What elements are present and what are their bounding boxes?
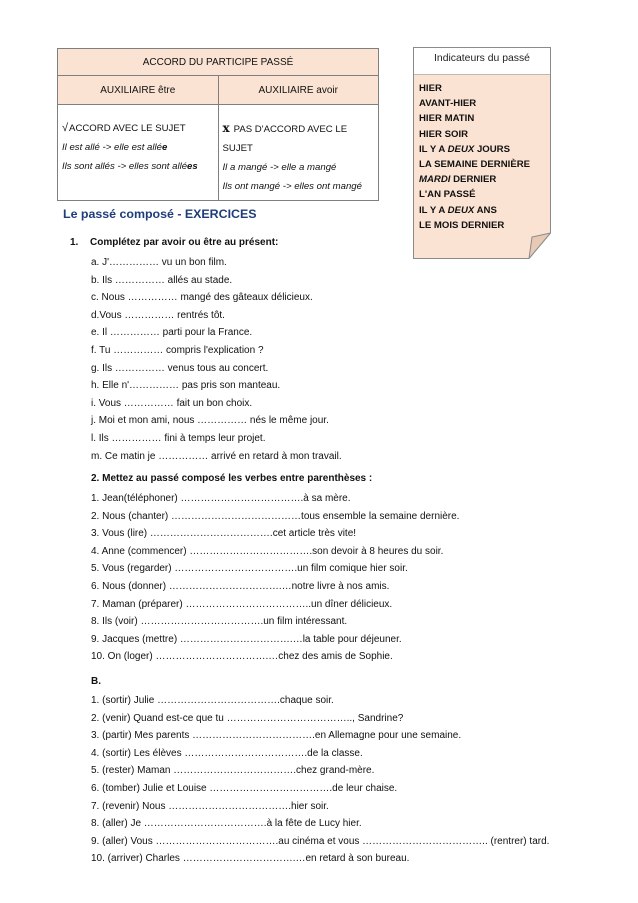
avoir-example-2: Ils ont mangé -> elles ont mangé — [222, 181, 362, 192]
indicateurs-box — [413, 47, 551, 259]
indicateur-item: MARDI DERNIER — [419, 174, 497, 186]
accord-table — [57, 48, 379, 201]
exercise-b-title: B. — [91, 676, 101, 687]
exercise-2-item: 5. Vous (regarder) ……………………………….un film comique hier soir. — [91, 563, 408, 575]
exercise-1-item: h. Elle n'…………… pas pris son manteau. — [91, 380, 281, 392]
exercise-b-item: 5. (rester) Maman ……………………………….chez grand-mère. — [91, 765, 375, 777]
indicateurs-title: Indicateurs du passé — [434, 53, 530, 64]
indicateur-item: IL Y A DEUX JOURS — [419, 143, 511, 155]
indicateur-item: HIER — [419, 83, 442, 94]
exercise-1-title: 1. Complétez par avoir ou être au présent: — [70, 237, 279, 248]
auxiliaire-avoir-header: AUXILIAIRE avoir — [218, 76, 379, 105]
exercise-b-item: 6. (tomber) Julie et Louise ……………………………….de leur chaise. — [91, 782, 398, 794]
indicateurs-list — [419, 81, 530, 233]
exercise-1-item: l. Ils …………… fini à temps leur projet. — [91, 432, 266, 444]
exercise-1-item: f. Tu …………… compris l'explication ? — [91, 344, 264, 356]
avoir-rule-cell — [218, 105, 379, 201]
exercise-1-item: c. Nous …………… mangé des gâteaux délicieux. — [91, 292, 313, 304]
etre-rule: √ACCORD AVEC LE SUJET — [62, 122, 186, 134]
indicateur-item: IL Y A DEUX ANS — [419, 204, 497, 216]
indicateur-item: LE MOIS DERNIER — [419, 219, 505, 231]
exercise-1-item: m. Ce matin je …………… arrivé en retard à mon travail. — [91, 450, 342, 462]
exercise-1-item: j. Moi et mon ami, nous …………… nés le même jour. — [91, 415, 329, 427]
exercise-1-item: b. Ils …………… allés au stade. — [91, 274, 233, 286]
check-icon: √ — [62, 122, 69, 134]
x-mark-icon: x — [222, 121, 230, 135]
etre-rule-cell — [58, 105, 219, 201]
exercise-2-title: 2. Mettez au passé composé les verbes entre parenthèses : — [91, 473, 373, 484]
exercise-b-item: 4. (sortir) Les élèves ……………………………….de la classe. — [91, 747, 363, 759]
exercise-b-item: 9. (aller) Vous ……………………………….au cinéma et vous ……………………………….. (rentrer) tard. — [91, 835, 550, 847]
exercise-1-item: e. Il …………… parti pour la France. — [91, 327, 253, 339]
avoir-rule: x PAS D'ACCORD AVEC LE SUJET — [222, 121, 348, 154]
indicateur-item: HIER MATIN — [419, 113, 475, 125]
exercise-2-item: 4. Anne (commencer) ……………………………….son devoir à 8 heures du soir. — [91, 545, 444, 557]
exercise-b-list — [91, 692, 549, 868]
exercise-b-item: 1. (sortir) Julie ……………………………….chaque soir. — [91, 695, 334, 706]
exercise-2-list — [91, 490, 459, 666]
exercise-2-item: 1. Jean(téléphoner) ……………………………….à sa mère. — [91, 493, 351, 504]
exercise-b-item: 7. (revenir) Nous ……………………………….hier soir. — [91, 800, 329, 812]
avoir-example-1: Il a mangé -> elle a mangé — [222, 162, 337, 173]
exercise-b-item: 8. (aller) Je ……………………………….à la fête de Lucy hier. — [91, 818, 362, 830]
exercise-1-item: i. Vous …………… fait un bon choix. — [91, 397, 253, 409]
indicateur-item: AVANT-HIER — [419, 98, 477, 110]
indicateur-item: L'AN PASSÉ — [419, 189, 476, 201]
exercise-2-item: 6. Nous (donner) …………………………….…notre livre à nos amis. — [91, 580, 390, 592]
exercise-b-item: 10. (arriver) Charles …………………………….…en retard à son bureau. — [91, 853, 410, 865]
exercise-2-item: 9. Jacques (mettre) …………………………….…la table pour déjeuner. — [91, 633, 402, 645]
exercise-2-item: 7. Maman (préparer) ………………………………..un dîner délicieux. — [91, 598, 393, 610]
auxiliaire-etre-header: AUXILIAIRE être — [58, 76, 219, 105]
exercise-1-item: d.Vous …………… rentrés tôt. — [91, 309, 225, 321]
etre-example-1: Il est allé -> elle est allée — [62, 142, 168, 153]
indicateur-item: LA SEMAINE DERNIÈRE — [419, 159, 531, 171]
exercise-2-item: 2. Nous (chanter) …………………………………tous ensemble la semaine dernière. — [91, 510, 460, 522]
exercise-2-item: 10. On (loger) …………………………….…chez des amis de Sophie. — [91, 651, 393, 663]
exercise-1-item: a. J'…………… vu un bon film. — [91, 257, 227, 268]
exercise-2-item: 3. Vous (lire) ……………………………….cet article très vite! — [91, 528, 357, 540]
exercise-1-list — [91, 254, 342, 465]
exercise-1-item: g. Ils …………… venus tous au concert. — [91, 362, 269, 374]
exercise-b-item: 2. (venir) Quand est-ce que tu ……………………………….., Sandrine? — [91, 712, 404, 724]
indicateur-item: HIER SOIR — [419, 128, 469, 140]
page-heading: Le passé composé - EXERCICES — [63, 207, 257, 221]
accord-title: ACCORD DU PARTICIPE PASSÉ — [58, 49, 379, 76]
etre-example-2: Ils sont allés -> elles sont allées — [62, 161, 198, 172]
exercise-b-item: 3. (partir) Mes parents ……………………………….en Allemagne pour une semaine. — [91, 730, 462, 742]
exercise-2-item: 8. Ils (voir) ……………………………….un film intéressant. — [91, 616, 348, 628]
